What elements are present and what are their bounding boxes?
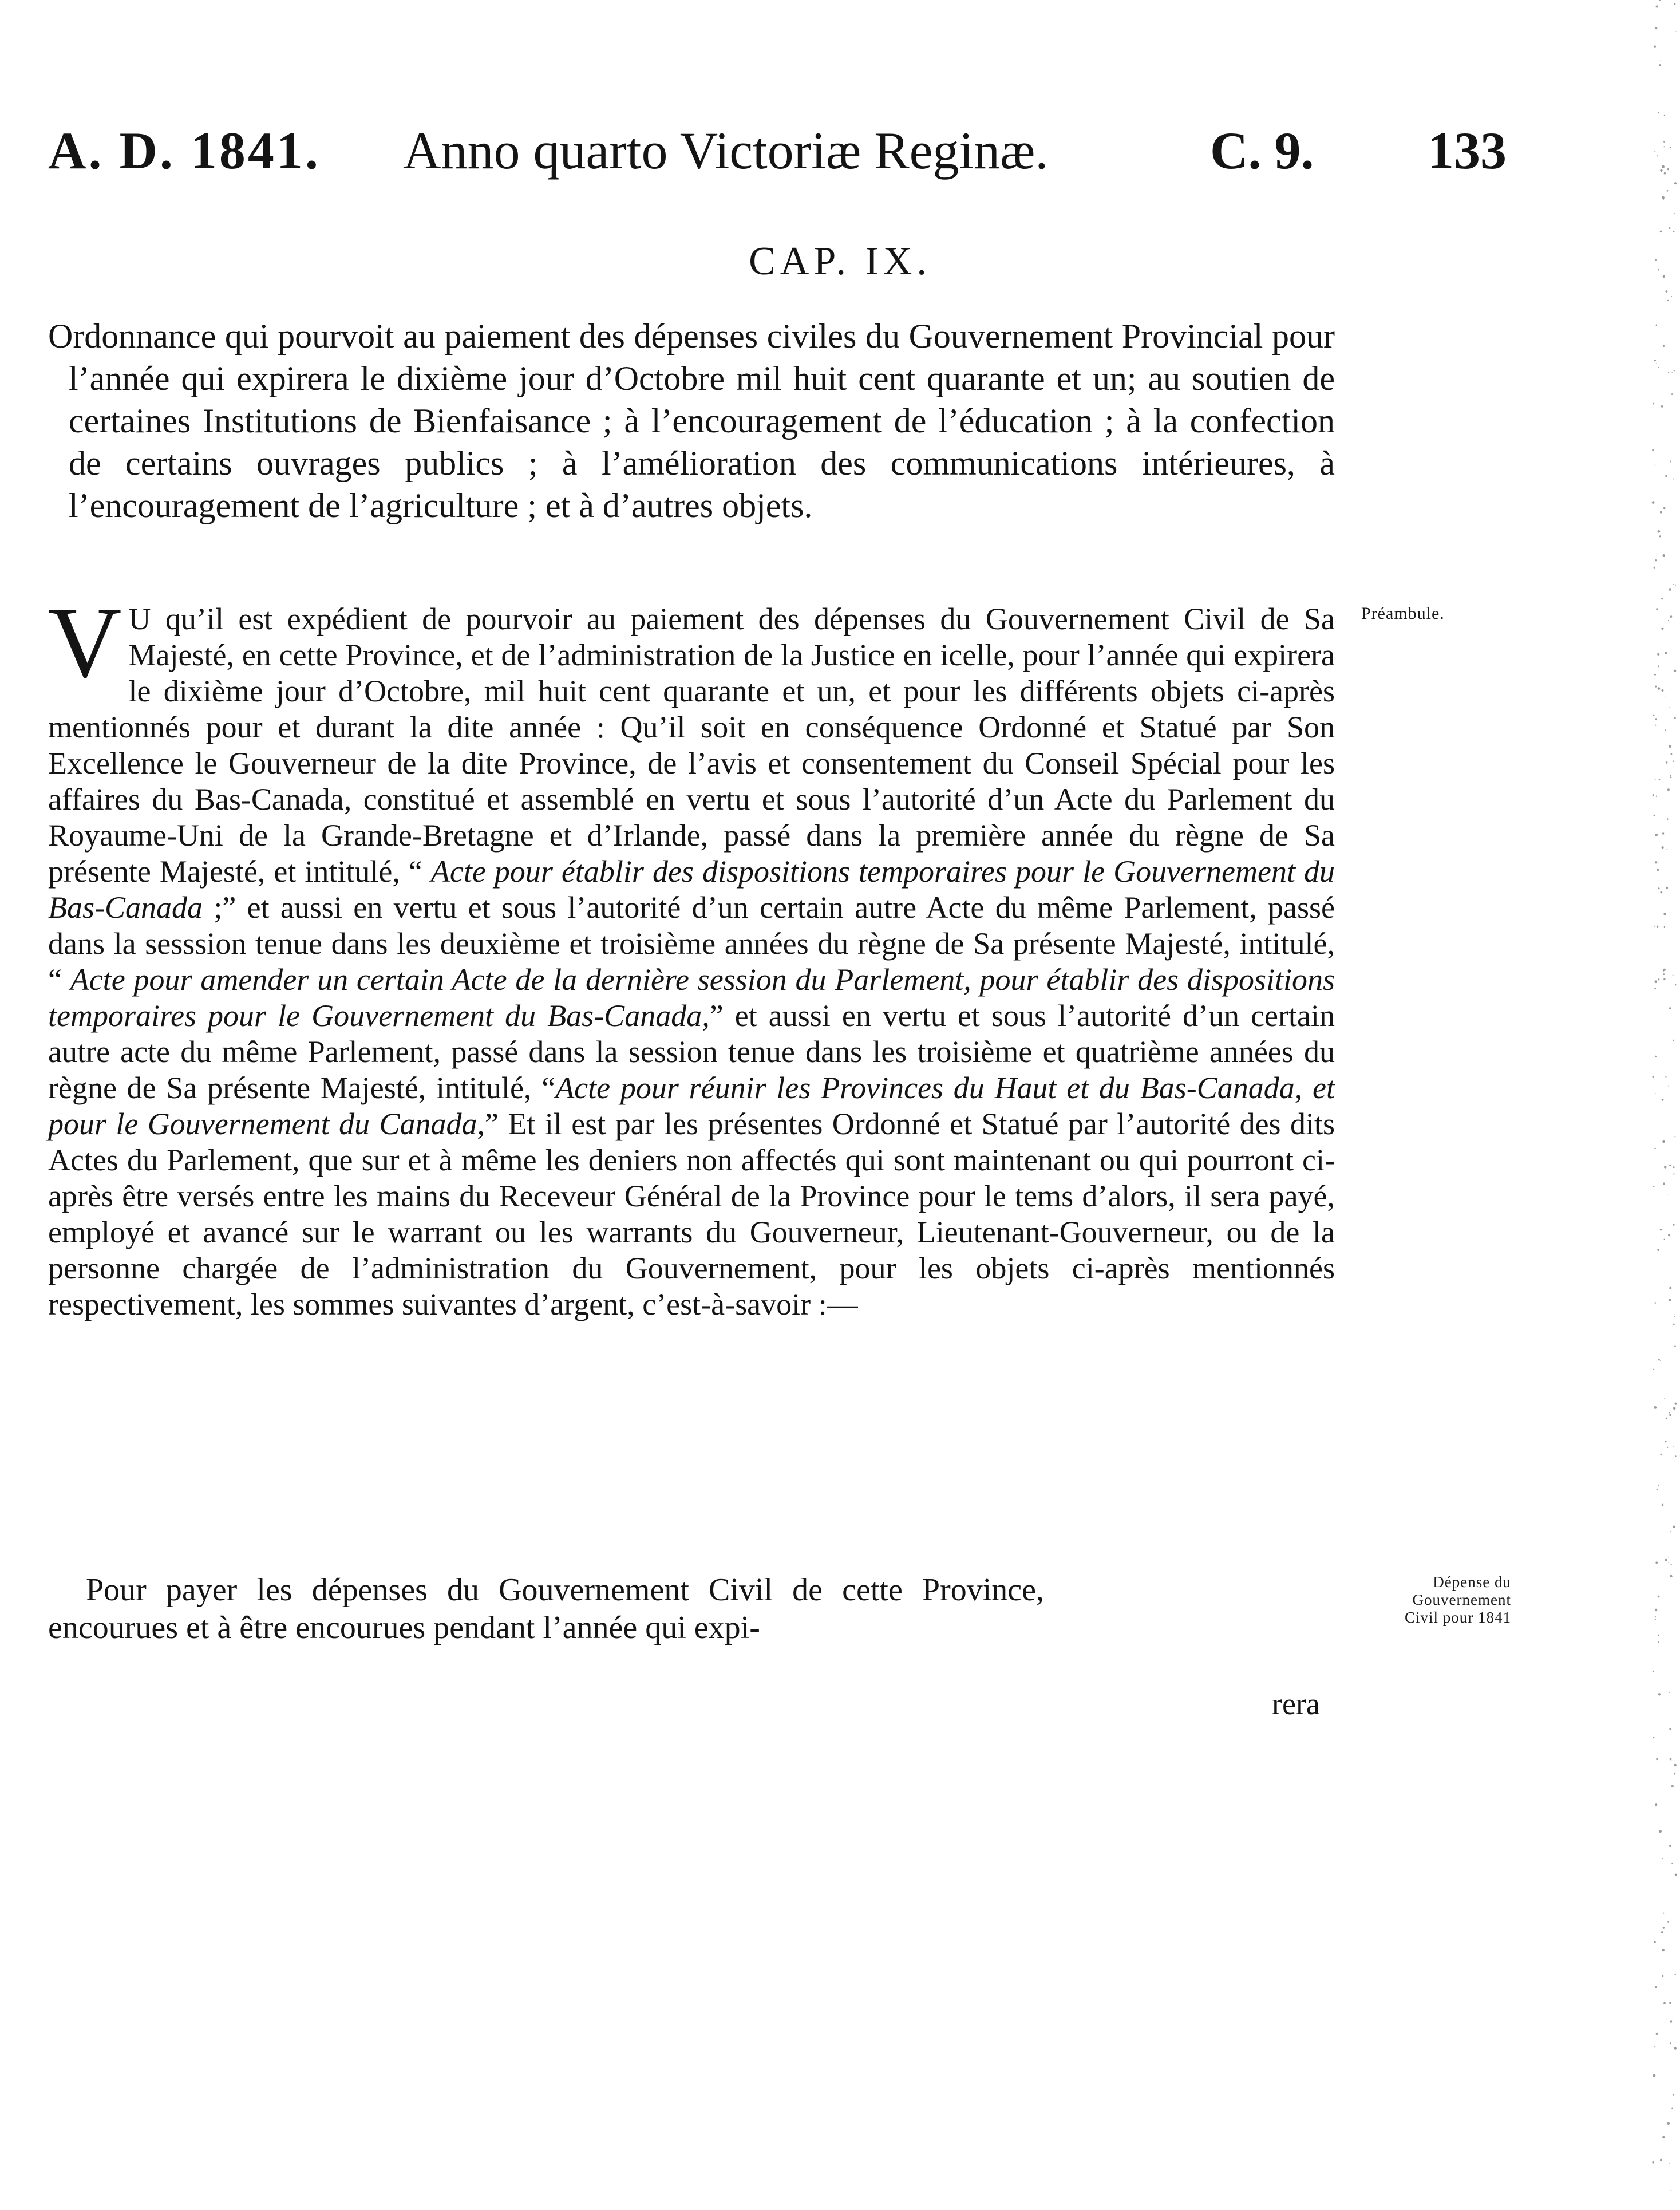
speckle-dot bbox=[1658, 887, 1659, 889]
speckle-dot bbox=[1656, 608, 1658, 610]
speckle-dot bbox=[1660, 891, 1662, 894]
speckle-dot bbox=[1662, 1140, 1665, 1143]
speckle-dot bbox=[1666, 887, 1668, 889]
speckle-dot bbox=[1658, 1359, 1660, 1360]
speckle-dot bbox=[1663, 2002, 1666, 2004]
paragraph-segment: ” Et il est par les présentes Ordonné et Statué par l’autorité des dits Actes du Parlement, que sur et à même les deniers non affectés qui sont maintenant ou qui pourront ci-après être versés entre les mains du Receveur Général de la Province pour le tems d’alors, il sera payé, employé et avancé sur le warrant ou les warrants du Gouverneur, Lieutenant-Gouverneur, ou de la personne chargée de l’administration du Gouvernement, pour les objets ci-après mentionnés respectivement, les sommes suivantes d’argent, c’est-à-savoir :— bbox=[48, 1107, 1335, 1321]
speckle-dot bbox=[1655, 27, 1657, 29]
speckle-dot bbox=[1660, 169, 1662, 172]
speckle-dot bbox=[1667, 1921, 1669, 1922]
speckle-dot bbox=[1653, 1369, 1654, 1370]
speckle-dot bbox=[1673, 479, 1674, 480]
speckle-dot bbox=[1656, 325, 1658, 326]
italic-act-title: Acte pour amender un certain Acte de la dernière session du Parlement, pour établir des dispositions temporaires pour le Gouvernement du Bas-Canada, bbox=[48, 962, 1335, 1033]
speckle-dot bbox=[1657, 653, 1659, 656]
speckle-dot bbox=[1674, 2047, 1677, 2049]
speckle-dot bbox=[1670, 1531, 1671, 1532]
speckle-dot bbox=[1658, 269, 1660, 271]
speckle-dot bbox=[1662, 165, 1665, 168]
speckle-dot bbox=[1670, 461, 1671, 463]
catchword: rera bbox=[1272, 1687, 1320, 1721]
speckle-dot bbox=[1670, 615, 1673, 618]
speckle-dot bbox=[1674, 213, 1675, 214]
speckle-dot bbox=[1653, 794, 1654, 796]
chapter-heading: CAP. IX. bbox=[749, 239, 931, 283]
speckle-dot bbox=[1668, 1086, 1669, 1087]
speckle-dot bbox=[1669, 1728, 1671, 1730]
speckle-dot bbox=[1666, 1418, 1667, 1419]
speckle-dot bbox=[1661, 1931, 1663, 1933]
speckle-dot bbox=[1665, 652, 1667, 654]
speckle-dot bbox=[1661, 1454, 1662, 1455]
speckle-dot bbox=[1665, 729, 1666, 731]
speckle-dot bbox=[1655, 861, 1657, 863]
speckle-dot bbox=[1662, 2136, 1665, 2138]
speckle-dot bbox=[1669, 707, 1670, 708]
margin-note-line: Gouvernement bbox=[1412, 1591, 1511, 1608]
speckle-dot bbox=[1655, 779, 1656, 780]
speckle-dot bbox=[1674, 717, 1676, 719]
speckle-dot bbox=[1673, 1446, 1674, 1447]
speckle-dot bbox=[1663, 913, 1666, 915]
speckle-dot bbox=[1656, 2033, 1658, 2035]
speckle-dot bbox=[1654, 151, 1655, 152]
speckle-dot bbox=[1657, 1489, 1658, 1490]
speckle-dot bbox=[1670, 775, 1671, 776]
speckle-dot bbox=[1669, 227, 1671, 229]
speckle-dot bbox=[1662, 1099, 1664, 1101]
speckle-dot bbox=[1667, 1447, 1668, 1448]
main-paragraph-text bbox=[48, 586, 1335, 1321]
italic-act-title: Acte pour réunir les Provinces du Haut et du Bas-Canada, et pour le Gouvernement du Canada, bbox=[48, 1071, 1335, 1141]
speckle-dot bbox=[1665, 1076, 1666, 1078]
speckle-dot bbox=[1654, 2046, 1655, 2047]
speckle-dot bbox=[1658, 367, 1659, 368]
speckle-dot bbox=[1654, 926, 1655, 927]
speckle-dot bbox=[1654, 815, 1655, 816]
speckle-dot bbox=[1662, 1975, 1663, 1977]
speckle-dot bbox=[1667, 818, 1669, 820]
speckle-dot bbox=[1671, 2108, 1673, 2109]
speckle-dot bbox=[1660, 511, 1662, 514]
speckle-dot bbox=[1663, 1913, 1664, 1914]
speckle-dot bbox=[1670, 1575, 1672, 1577]
speckle-dot bbox=[1654, 1941, 1655, 1943]
speckle-dot bbox=[1671, 2190, 1672, 2191]
speckle-dot bbox=[1663, 275, 1665, 278]
speckle-dot bbox=[1662, 1858, 1663, 1859]
margin-note-preambule: Préambule. bbox=[1361, 604, 1445, 623]
speckle-dot bbox=[1668, 620, 1669, 621]
speckle-dot bbox=[1667, 300, 1669, 301]
speckle-dot bbox=[1671, 372, 1673, 373]
speckle-dot bbox=[1661, 689, 1663, 692]
speckle-dot bbox=[1673, 1166, 1675, 1168]
speckle-dot bbox=[1658, 665, 1659, 667]
paragraph-segment: ” et aussi en vertu et sous l’autorité d’un certain autre acte du même Parlement, passé dans la session tenue dans les troisième et quatrième années du règne de Sa présente Majesté, intitulé, “ bbox=[48, 999, 1335, 1105]
speckle-dot bbox=[1670, 1758, 1672, 1761]
speckle-dot bbox=[1664, 1398, 1665, 1399]
speckle-dot bbox=[1666, 761, 1668, 764]
speckle-dot bbox=[1658, 1693, 1661, 1695]
speckle-dot bbox=[1662, 1504, 1664, 1506]
speckle-dot bbox=[1674, 670, 1676, 672]
speckle-dot bbox=[1673, 2094, 1674, 2096]
speckle-dot bbox=[1663, 146, 1665, 147]
speckle-dot bbox=[1655, 1609, 1657, 1611]
speckle-dot bbox=[1669, 1845, 1671, 1847]
speckle-dot bbox=[1656, 1758, 1658, 1760]
speckle-dot bbox=[1663, 1183, 1665, 1185]
speckle-dot bbox=[1660, 1229, 1662, 1230]
speckle-dot bbox=[1669, 1165, 1671, 1166]
speckle-dot bbox=[1669, 1287, 1671, 1289]
speckle-dot bbox=[1660, 1360, 1661, 1361]
speckle-dot bbox=[1653, 715, 1655, 716]
speckle-dot bbox=[1670, 2042, 1671, 2044]
speckle-dot bbox=[1671, 296, 1672, 297]
speckle-dot bbox=[1656, 796, 1657, 797]
header-chapter: C. 9. bbox=[1210, 121, 1314, 180]
speckle-dot bbox=[1652, 501, 1655, 504]
speckle-dot bbox=[1675, 984, 1676, 985]
speckle-dot bbox=[1654, 1406, 1657, 1409]
speckle-dot bbox=[1655, 834, 1658, 836]
speckle-dot bbox=[1673, 1324, 1675, 1325]
speckle-dot bbox=[1658, 530, 1661, 533]
speckle-dot bbox=[1669, 2163, 1670, 2164]
speckle-dot bbox=[1655, 1093, 1656, 1094]
speckle-dot bbox=[1661, 628, 1663, 630]
speckle-dot bbox=[1654, 1148, 1655, 1149]
speckle-dot bbox=[1655, 1803, 1657, 1806]
speckle-dot bbox=[1655, 1986, 1657, 1988]
speckle-dot bbox=[1664, 115, 1665, 116]
speckle-dot bbox=[1667, 849, 1668, 850]
speckle-dot bbox=[1662, 1949, 1665, 1951]
speckle-dot bbox=[1674, 1345, 1676, 1347]
speckle-dot bbox=[1665, 1441, 1667, 1443]
speckle-dot bbox=[1652, 449, 1654, 451]
speckle-dot bbox=[1673, 761, 1674, 762]
speckle-dot bbox=[1657, 869, 1659, 871]
speckle-dot bbox=[1665, 1559, 1667, 1561]
speckle-dot bbox=[1675, 1403, 1677, 1405]
speckle-dot bbox=[1671, 753, 1673, 755]
speckle-dot bbox=[1674, 1316, 1675, 1317]
second-paragraph: Pour payer les dépenses du Gouvernement Civil de cette Province, encourues et à être encourues pendant l’année qui expi- bbox=[48, 1572, 1044, 1645]
speckle-dot bbox=[1667, 168, 1669, 170]
speckle-dot bbox=[1655, 559, 1657, 561]
speckle-dot bbox=[1658, 1635, 1659, 1636]
paragraph-segment: U qu’il est expédient de pourvoir au paiement des dépenses du Gouvernement Civil de Sa Majesté, en cette Province, et de l’administration de la Justice en icelle, pour l’année qui expirera le dixième jour d’Octobre, mil huit cent quarante et un, et pour les différents objets ci-après mentionnés pour et durant la dite année : Qu’il soit en conséquence Ordonné et Statué par Son Excellence le Gouverneur de la dite Province, de l’avis et consentement du Conseil Spécial pour les affaires du Bas-Canada, constitué et assemblé en vertu et sous l’autorité d’un Acte du Parlement du Royaume-Uni de la Grande-Bretagne et d’Irlande, passé dans la première année du règne de Sa présente Majesté, et intitulé, “ bbox=[48, 602, 1335, 889]
speckle-dot bbox=[1673, 974, 1674, 976]
margin-note-line: Dépense du bbox=[1433, 1573, 1511, 1591]
speckle-dot bbox=[1664, 1239, 1665, 1240]
speckle-dot bbox=[1654, 988, 1656, 990]
speckle-dot bbox=[1667, 2122, 1670, 2125]
speckle-dot bbox=[1655, 1302, 1657, 1304]
speckle-dot bbox=[1666, 290, 1668, 293]
speckle-dot bbox=[1658, 1485, 1659, 1486]
margin-note-depense bbox=[1351, 1573, 1511, 1627]
speckle-dot bbox=[1657, 926, 1658, 928]
speckle-dot bbox=[1668, 1234, 1670, 1236]
speckle-dot bbox=[1675, 585, 1676, 586]
speckle-dot bbox=[1671, 1785, 1674, 1787]
speckle-dot bbox=[1663, 554, 1665, 557]
speckle-dot bbox=[1660, 60, 1661, 61]
speckle-dot bbox=[1674, 3, 1676, 5]
speckle-dot bbox=[1674, 1773, 1675, 1775]
speckle-dot bbox=[1669, 2002, 1671, 2004]
speckle-dot bbox=[1670, 147, 1671, 148]
speckle-dot bbox=[1669, 1315, 1670, 1316]
page-number: 133 bbox=[1428, 121, 1507, 180]
speckle-dot bbox=[1666, 2019, 1667, 2020]
speckle-dot bbox=[1652, 2161, 1654, 2164]
speckle-dot bbox=[1655, 1561, 1658, 1564]
speckle-dot bbox=[1664, 1166, 1667, 1169]
speckle-dot bbox=[1656, 5, 1658, 7]
speckle-dot bbox=[1659, 779, 1661, 780]
speckle-dot bbox=[1663, 970, 1664, 972]
speckle-dot bbox=[1663, 973, 1665, 975]
speckle-dot bbox=[1654, 674, 1656, 676]
speckle-dot bbox=[1673, 1173, 1674, 1174]
speckle-dot bbox=[1660, 2159, 1662, 2161]
speckle-dot bbox=[1673, 1040, 1674, 1041]
speckle-dot bbox=[1655, 980, 1658, 983]
speckle-dot bbox=[1673, 1526, 1675, 1528]
speckle-dot bbox=[1657, 155, 1658, 156]
running-header bbox=[48, 119, 1513, 182]
speckle-dot bbox=[1655, 1619, 1656, 1620]
speckle-dot bbox=[1655, 1616, 1656, 1617]
speckle-dot bbox=[1658, 112, 1659, 113]
speckle-dot bbox=[1654, 465, 1655, 466]
speckle-dot bbox=[1654, 567, 1655, 569]
speckle-dot bbox=[1675, 1974, 1676, 1975]
speckle-dot bbox=[1654, 45, 1656, 47]
speckle-dot bbox=[1653, 1671, 1654, 1672]
speckle-dot bbox=[1667, 788, 1670, 791]
speckle-dot bbox=[1661, 405, 1663, 408]
speckle-dot bbox=[1674, 370, 1675, 371]
speckle-dot bbox=[1671, 393, 1673, 395]
speckle-dot bbox=[1658, 687, 1661, 690]
speckle-dot bbox=[1659, 1830, 1662, 1833]
speckle-dot bbox=[1670, 2020, 1672, 2022]
speckle-dot bbox=[1674, 182, 1677, 184]
speckle-dot bbox=[1669, 745, 1671, 748]
speckle-dot bbox=[1653, 1737, 1654, 1738]
speckle-dot bbox=[1675, 31, 1677, 32]
speckle-dot bbox=[1669, 1692, 1670, 1693]
speckle-dot bbox=[1667, 1194, 1668, 1195]
speckle-dot bbox=[1669, 1414, 1671, 1416]
speckle-dot bbox=[1668, 372, 1669, 373]
speckle-dot bbox=[1670, 1564, 1671, 1565]
speckle-dot bbox=[1658, 1596, 1660, 1598]
margin-note-line: Civil pour 1841 bbox=[1404, 1609, 1511, 1626]
main-paragraph bbox=[48, 586, 1335, 1323]
speckle-dot bbox=[1659, 0, 1661, 1]
speckle-dot bbox=[1664, 926, 1665, 928]
speckle-dot bbox=[1669, 1412, 1670, 1413]
header-year: A. D. 1841. bbox=[48, 121, 321, 180]
speckle-dot bbox=[1658, 1641, 1659, 1643]
speckle-dot bbox=[1668, 1557, 1669, 1558]
speckle-dot bbox=[1655, 725, 1657, 726]
ordinance-title: Ordonnance qui pourvoit au paiement des dépenses civiles du Gouvernement Provincial pour l’année qui expirera le dixième jour d’Octobre mil huit cent quarante et un; au soutien de certaines Institutions de Bienfaisance ; à l’encouragement de l’éducation ; à la confection de certains ouvrages publics ; à l’amélioration des communications intérieures, à l’encouragement de l’agriculture ; et à d’autres objets. bbox=[48, 317, 1335, 524]
speckle-dot bbox=[1674, 1764, 1677, 1767]
speckle-dot bbox=[1663, 141, 1665, 143]
speckle-dot bbox=[1659, 535, 1661, 537]
speckle-dot bbox=[1661, 598, 1663, 599]
speckle-dot bbox=[1655, 259, 1657, 261]
speckle-dot bbox=[1665, 475, 1667, 477]
speckle-dot bbox=[1653, 1186, 1654, 1187]
speckle-dot bbox=[1663, 507, 1666, 510]
speckle-dot bbox=[1669, 588, 1671, 591]
speckle-dot bbox=[1662, 846, 1664, 849]
speckle-dot bbox=[1675, 1874, 1677, 1876]
speckle-dot bbox=[1653, 1076, 1654, 1078]
speckle-dot bbox=[1669, 1299, 1671, 1302]
speckle-dot bbox=[1671, 1863, 1673, 1864]
speckle-dot bbox=[1653, 2074, 1656, 2077]
header-title: Anno quarto Victoriæ Reginæ. bbox=[403, 121, 1049, 180]
speckle-dot bbox=[1660, 231, 1662, 233]
speckle-dot bbox=[1658, 862, 1659, 863]
speckle-dot bbox=[1656, 364, 1657, 365]
speckle-dot bbox=[1675, 1136, 1676, 1138]
drop-cap: V bbox=[48, 586, 122, 699]
speckle-dot bbox=[1663, 1927, 1665, 1928]
speckle-dot bbox=[1655, 686, 1657, 688]
paragraph-segment: ;” et aussi en vertu et sous l’autorité d’un certain autre Acte du même Parlement, passé dans la sesssion tenue dans les deuxième et troisième années du règne de Sa présente Majesté, intitulé, “ bbox=[48, 890, 1335, 997]
speckle-dot bbox=[1653, 403, 1654, 405]
speckle-dot bbox=[1663, 345, 1665, 347]
speckle-dot bbox=[1670, 776, 1672, 778]
speckle-dot bbox=[1673, 231, 1675, 232]
speckle-dot bbox=[1667, 190, 1669, 192]
speckle-dot bbox=[1675, 1455, 1677, 1457]
speckle-dot bbox=[1669, 1007, 1671, 1009]
speckle-dot bbox=[1669, 1562, 1670, 1564]
speckle-dot bbox=[1657, 1249, 1659, 1251]
speckle-dot bbox=[1665, 696, 1666, 697]
speckle-dot bbox=[1655, 1056, 1657, 1057]
italic-act-title: Acte pour établir des dispositions temporaires pour le Gouvernement du Bas-Canada bbox=[48, 854, 1335, 925]
speckle-dot bbox=[1673, 1407, 1676, 1410]
speckle-dot bbox=[1673, 584, 1674, 585]
speckle-dot bbox=[1658, 978, 1659, 980]
speckle-dot bbox=[1664, 172, 1666, 175]
speckle-dot bbox=[1663, 978, 1665, 980]
speckle-dot bbox=[1673, 1224, 1674, 1226]
speckle-dot bbox=[1655, 718, 1657, 720]
scan-edge-speckle bbox=[1649, 0, 1680, 2210]
speckle-dot bbox=[1659, 64, 1661, 66]
speckle-dot bbox=[1654, 360, 1656, 361]
speckle-dot bbox=[1662, 832, 1664, 834]
speckle-dot bbox=[1662, 196, 1665, 199]
